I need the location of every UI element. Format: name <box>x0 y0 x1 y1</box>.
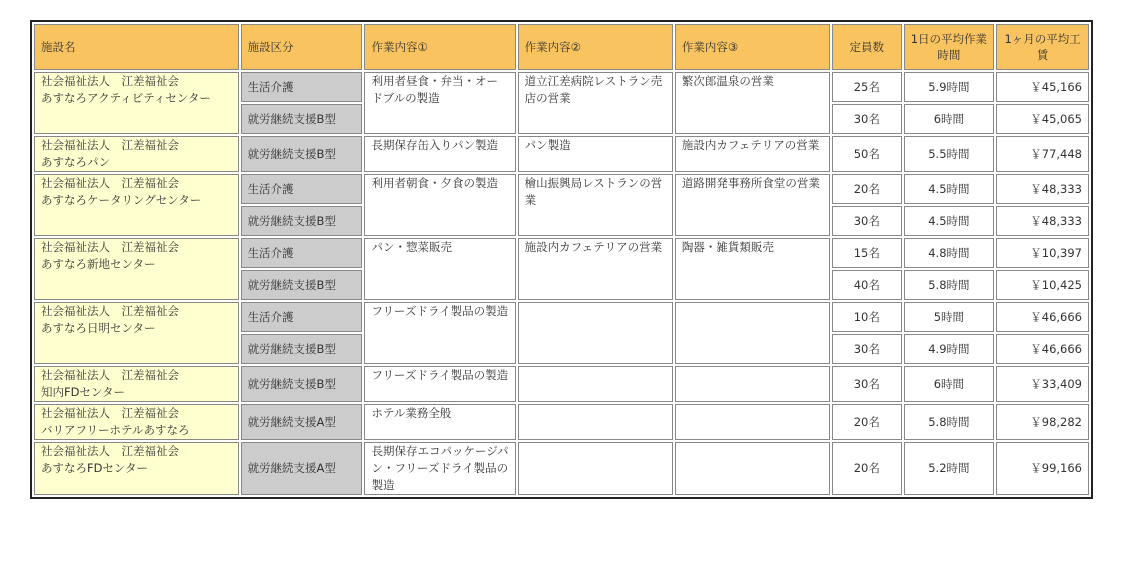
wage-cell: ￥46,666 <box>996 334 1089 364</box>
hours-cell: 4.9時間 <box>904 334 995 364</box>
facility-name: あすなろケータリングセンター <box>41 193 202 207</box>
hours-cell: 4.5時間 <box>904 174 995 204</box>
work3-cell: 道路開発事務所食堂の営業 <box>675 174 830 236</box>
wage-cell: ￥48,333 <box>996 174 1089 204</box>
capacity-cell: 20名 <box>832 442 902 495</box>
facilities-table <box>30 20 1093 499</box>
facility-corp: 社会福祉法人 江差福祉会 <box>41 176 179 190</box>
work1-cell: 長期保存缶入りパン製造 <box>364 136 515 172</box>
facility-name-cell <box>34 404 239 440</box>
work2-cell: 道立江差病院レストラン売店の営業 <box>518 72 673 134</box>
wage-cell: ￥98,282 <box>996 404 1089 440</box>
column-header-work1: 作業内容① <box>364 24 515 70</box>
wage-cell: ￥33,409 <box>996 366 1089 402</box>
category-cell: 就労継続支援A型 <box>241 404 363 440</box>
capacity-cell: 50名 <box>832 136 902 172</box>
work2-cell: 施設内カフェテリアの営業 <box>518 238 673 300</box>
capacity-cell: 20名 <box>832 174 902 204</box>
work2-cell <box>518 442 673 495</box>
facility-name-cell <box>34 174 239 236</box>
table-row <box>34 174 1089 204</box>
work1-cell: 長期保存エコパッケージパン・フリーズドライ製品の製造 <box>364 442 515 495</box>
capacity-cell: 20名 <box>832 404 902 440</box>
column-header-capacity: 定員数 <box>832 24 902 70</box>
category-cell: 生活介護 <box>241 238 363 268</box>
category-cell: 就労継続支援B型 <box>241 104 363 134</box>
category-cell: 就労継続支援B型 <box>241 270 363 300</box>
work2-cell <box>518 302 673 364</box>
facility-name-cell <box>34 366 239 402</box>
work3-cell <box>675 302 830 364</box>
facility-corp: 社会福祉法人 江差福祉会 <box>41 74 179 88</box>
category-cell: 就労継続支援A型 <box>241 442 363 495</box>
wage-cell: ￥48,333 <box>996 206 1089 236</box>
work3-cell: 繁次郎温泉の営業 <box>675 72 830 134</box>
work1-cell: 利用者昼食・弁当・オードブルの製造 <box>364 72 515 134</box>
wage-cell: ￥10,425 <box>996 270 1089 300</box>
table-row <box>34 442 1089 495</box>
column-header-work2: 作業内容② <box>518 24 673 70</box>
facility-name-cell <box>34 72 239 134</box>
header-row <box>34 24 1089 70</box>
wage-cell: ￥99,166 <box>996 442 1089 495</box>
category-cell: 生活介護 <box>241 302 363 332</box>
table-row <box>34 302 1089 332</box>
work3-cell: 陶器・雑貨類販売 <box>675 238 830 300</box>
table-row <box>34 136 1089 172</box>
capacity-cell: 30名 <box>832 206 902 236</box>
work3-cell <box>675 442 830 495</box>
facility-corp: 社会福祉法人 江差福祉会 <box>41 240 179 254</box>
work1-cell: パン・惣菜販売 <box>364 238 515 300</box>
hours-cell: 5.8時間 <box>904 404 995 440</box>
capacity-cell: 10名 <box>832 302 902 332</box>
work1-cell: ホテル業務全般 <box>364 404 515 440</box>
wage-cell: ￥45,065 <box>996 104 1089 134</box>
wage-cell: ￥45,166 <box>996 72 1089 102</box>
wage-cell: ￥46,666 <box>996 302 1089 332</box>
category-cell: 生活介護 <box>241 174 363 204</box>
facility-name: 知内FDセンター <box>41 385 126 399</box>
capacity-cell: 30名 <box>832 366 902 402</box>
hours-cell: 4.5時間 <box>904 206 995 236</box>
table-row <box>34 238 1089 268</box>
column-header-wage: 1ヶ月の平均工賃 <box>996 24 1089 70</box>
hours-cell: 4.8時間 <box>904 238 995 268</box>
facility-corp: 社会福祉法人 江差福祉会 <box>41 444 179 458</box>
work3-cell: 施設内カフェテリアの営業 <box>675 136 830 172</box>
wage-cell: ￥77,448 <box>996 136 1089 172</box>
hours-cell: 5.2時間 <box>904 442 995 495</box>
hours-cell: 6時間 <box>904 366 995 402</box>
facility-name: バリアフリーホテルあすなろ <box>41 423 190 437</box>
category-cell: 就労継続支援B型 <box>241 206 363 236</box>
work3-cell <box>675 404 830 440</box>
category-cell: 生活介護 <box>241 72 363 102</box>
category-cell: 就労継続支援B型 <box>241 366 363 402</box>
hours-cell: 5時間 <box>904 302 995 332</box>
category-cell: 就労継続支援B型 <box>241 136 363 172</box>
hours-cell: 5.8時間 <box>904 270 995 300</box>
facility-name: あすなろパン <box>41 155 110 169</box>
wage-cell: ￥10,397 <box>996 238 1089 268</box>
hours-cell: 5.5時間 <box>904 136 995 172</box>
facility-name: あすなろ日明センター <box>41 321 156 335</box>
facility-corp: 社会福祉法人 江差福祉会 <box>41 368 179 382</box>
column-header-name: 施設名 <box>34 24 239 70</box>
facility-corp: 社会福祉法人 江差福祉会 <box>41 304 179 318</box>
facility-name-cell <box>34 238 239 300</box>
facility-corp: 社会福祉法人 江差福祉会 <box>41 138 179 152</box>
table-row <box>34 72 1089 102</box>
table-row <box>34 404 1089 440</box>
column-header-hours: 1日の平均作業時間 <box>904 24 995 70</box>
capacity-cell: 40名 <box>832 270 902 300</box>
column-header-category: 施設区分 <box>241 24 363 70</box>
work3-cell <box>675 366 830 402</box>
table-row <box>34 366 1089 402</box>
work2-cell <box>518 404 673 440</box>
work2-cell: パン製造 <box>518 136 673 172</box>
work1-cell: 利用者朝食・夕食の製造 <box>364 174 515 236</box>
facility-name: あすなろFDセンター <box>41 461 149 475</box>
work1-cell: フリーズドライ製品の製造 <box>364 302 515 364</box>
work2-cell <box>518 366 673 402</box>
facility-name-cell <box>34 442 239 495</box>
facility-corp: 社会福祉法人 江差福祉会 <box>41 406 179 420</box>
category-cell: 就労継続支援B型 <box>241 334 363 364</box>
work1-cell: フリーズドライ製品の製造 <box>364 366 515 402</box>
capacity-cell: 30名 <box>832 104 902 134</box>
work2-cell: 檜山振興局レストランの営業 <box>518 174 673 236</box>
column-header-work3: 作業内容③ <box>675 24 830 70</box>
capacity-cell: 15名 <box>832 238 902 268</box>
facility-name: あすなろアクティビティセンター <box>41 91 211 105</box>
hours-cell: 5.9時間 <box>904 72 995 102</box>
facility-name-cell <box>34 136 239 172</box>
facility-name: あすなろ新地センター <box>41 257 156 271</box>
facility-name-cell <box>34 302 239 364</box>
capacity-cell: 30名 <box>832 334 902 364</box>
hours-cell: 6時間 <box>904 104 995 134</box>
capacity-cell: 25名 <box>832 72 902 102</box>
